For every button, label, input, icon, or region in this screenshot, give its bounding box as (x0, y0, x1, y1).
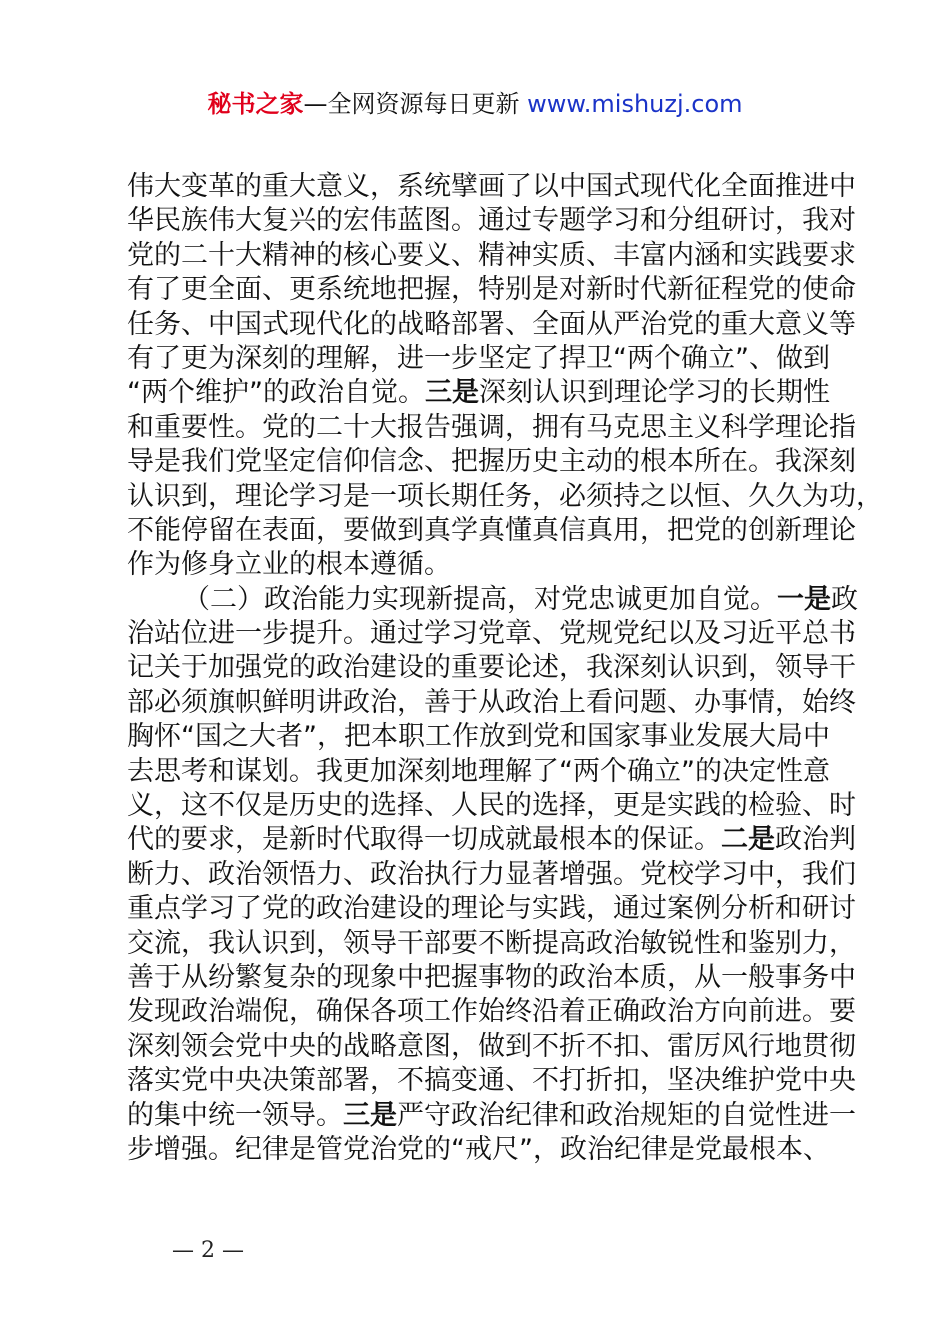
text-line (127, 1099, 856, 1133)
text-line (127, 961, 856, 995)
text-segment: 和重要性。党的二十大报告强调，拥有马克思主义科学理论指 (127, 411, 856, 443)
text-segment: 交流，我认识到，领导干部要不断提高政治敏锐性和鉴别力， (127, 927, 856, 959)
site-url-link[interactable]: www.mishuzj.com (527, 90, 743, 118)
text-segment: 政治判 (775, 824, 856, 856)
text-line (127, 686, 856, 720)
text-line (127, 170, 856, 204)
text-segment: 导是我们党坚定信仰信念、把握历史主动的根本所在。我深刻 (127, 446, 856, 478)
bold-ordinal: 二是 (721, 824, 775, 856)
text-segment: 深刻认识到理论学习的长期性 (478, 377, 830, 409)
text-segment: “两个维护”的政治自觉。 (127, 377, 425, 409)
page-number: — 2 — (172, 1238, 244, 1263)
text-segment: 伟大变革的重大意义，系统擘画了以中国式现代化全面推进中 (127, 171, 856, 202)
text-line (127, 927, 856, 961)
bold-ordinal: 三是 (424, 377, 479, 409)
text-line (127, 1064, 856, 1098)
text-line (127, 858, 856, 892)
text-segment: 去思考和谋划。我更加深刻地理解了“两个确立”的决定性意 (127, 755, 830, 787)
text-segment: 有了更为深刻的理解，进一步坚定了捍卫“两个确立”、做到 (127, 342, 830, 374)
text-segment: 胸怀“国之大者”，把本职工作放到党和国家事业发展大局中 (127, 721, 830, 753)
text-segment: 政 (831, 583, 858, 615)
text-line (127, 204, 856, 238)
text-segment: 有了更全面、更系统地把握，特别是对新时代新征程党的使命 (127, 274, 856, 306)
header-tagline: —全网资源每日更新 (303, 90, 528, 118)
text-line (127, 514, 856, 548)
document-body (127, 170, 883, 1167)
bold-ordinal: 一是 (777, 583, 831, 615)
text-segment: 代的要求，是新时代取得一切成就最根本的保证。 (127, 824, 721, 856)
text-segment: 作为修身立业的根本遵循。 (127, 549, 451, 581)
text-segment: 深刻领会党中央的战略意图，做到不折不扣、雷厉风行地贯彻 (127, 1030, 856, 1062)
text-line (127, 823, 856, 857)
text-line (127, 720, 847, 754)
text-line (127, 239, 856, 273)
text-line (127, 548, 847, 582)
text-line (127, 376, 847, 410)
bold-ordinal: 三是 (343, 1099, 397, 1131)
text-segment: 华民族伟大复兴的宏伟蓝图。通过专题学习和分组研讨，我对 (127, 205, 856, 237)
text-line (127, 273, 856, 307)
text-line (127, 651, 856, 685)
text-line (127, 342, 847, 376)
text-segment: 治站位进一步提升。通过学习党章、党规党纪以及习近平总书 (127, 618, 856, 650)
text-line (127, 995, 856, 1029)
text-line (127, 308, 856, 342)
text-segment: （二）政治能力实现新提高，对党忠诚更加自觉。 (183, 583, 777, 615)
text-segment: 落实党中央决策部署，不搞变通、不打折扣，坚决维护党中央 (127, 1065, 856, 1097)
text-segment: 记关于加强党的政治建设的重要论述，我深刻认识到，领导干 (127, 652, 856, 684)
text-segment: 部必须旗帜鲜明讲政治，善于从政治上看问题、办事情，始终 (127, 686, 856, 718)
brand-name: 秘书之家 (207, 90, 304, 118)
text-segment: 党的二十大精神的核心要义、精神实质、丰富内涵和实践要求 (127, 239, 856, 271)
text-segment: 认识到，理论学习是一项长期任务，必须持之以恒、久久为功， (127, 480, 883, 512)
text-line (127, 480, 883, 514)
text-line (127, 789, 856, 823)
text-segment: 步增强。纪律是管党治党的“戒尺”，政治纪律是党最根本、 (127, 1133, 830, 1165)
text-segment: 任务、中国式现代化的战略部署、全面从严治党的重大意义等 (127, 308, 856, 340)
text-line (127, 892, 856, 926)
text-segment: 严守政治纪律和政治规矩的自觉性进一 (397, 1099, 856, 1131)
text-line (127, 755, 847, 789)
text-line (127, 1030, 856, 1064)
text-segment: 义，这不仅是历史的选择、人民的选择，更是实践的检验、时 (127, 790, 856, 822)
text-line (127, 583, 858, 617)
text-segment: 发现政治端倪，确保各项工作始终沿着正确政治方向前进。要 (127, 996, 856, 1028)
text-line (127, 445, 856, 479)
text-segment: 善于从纷繁复杂的现象中把握事物的政治本质，从一般事务中 (127, 961, 856, 993)
text-line (127, 1133, 847, 1167)
text-segment: 重点学习了党的政治建设的理论与实践，通过案例分析和研讨 (127, 893, 856, 925)
text-line (127, 617, 856, 651)
text-segment: 的集中统一领导。 (127, 1099, 343, 1131)
text-line (127, 411, 856, 445)
site-header (0, 88, 950, 120)
text-segment: 断力、政治领悟力、政治执行力显著增强。党校学习中，我们 (127, 858, 856, 890)
text-segment: 不能停留在表面，要做到真学真懂真信真用，把党的创新理论 (127, 514, 856, 546)
